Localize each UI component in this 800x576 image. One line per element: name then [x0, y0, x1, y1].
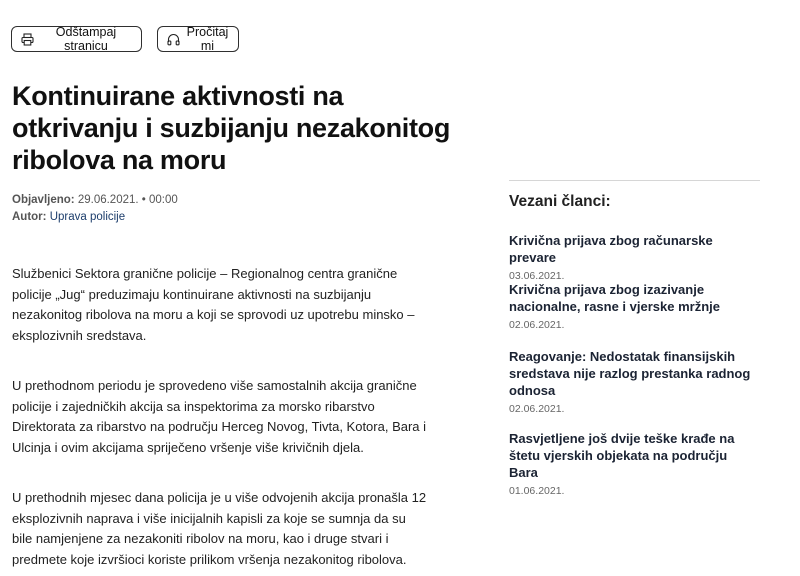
published-value: 29.06.2021. • 00:00	[77, 194, 178, 206]
related-article-date: 01.06.2021.	[509, 485, 565, 497]
related-article-item[interactable]	[509, 348, 759, 415]
author-meta	[12, 211, 125, 223]
related-article-item[interactable]	[509, 281, 759, 331]
published-label: Objavljeno:	[12, 194, 75, 206]
read-aloud-label: Pročitaj mi	[186, 25, 229, 53]
published-meta	[12, 194, 178, 206]
article-paragraph: U prethodnih mjesec dana policija je u više odvojenih akcija pronašla 12 eksplozivnih naprava i više inicijalnih kapisli za koje se sumnja da su bile namjenjene za nezakoniti ribolov na moru, kao i druge stvari i predmete koje izvršioci koriste prilikom vršenja nezakonitog ribolova.	[12, 490, 427, 567]
read-aloud-button[interactable]	[157, 26, 239, 52]
printer-icon	[21, 33, 34, 46]
related-article-item[interactable]	[509, 430, 759, 497]
related-article-title[interactable]: Reagovanje: Nedostatak finansijskih sredstava nije razlog prestanka radnog odnosa	[509, 349, 751, 398]
related-article-title[interactable]: Krivična prijava zbog računarske prevare	[509, 233, 713, 265]
related-article-date: 02.06.2021.	[509, 319, 565, 331]
related-article-item[interactable]	[509, 232, 759, 282]
sidebar-divider	[509, 180, 760, 181]
headphones-icon	[167, 33, 180, 46]
related-articles-heading: Vezani članci:	[509, 193, 611, 210]
related-article-date: 03.06.2021.	[509, 270, 565, 282]
page-title: Kontinuirane aktivnosti na otkrivanju i suzbijanju nezakonitog ribolova na moru	[12, 81, 451, 175]
related-article-title[interactable]: Rasvjetljene još dvije teške krađe na štetu vjerskih objekata na području Bara	[509, 431, 735, 480]
related-article-title[interactable]: Krivična prijava zbog izazivanje nacionalne, rasne i vjerske mržnje	[509, 282, 720, 314]
print-page-button[interactable]	[11, 26, 142, 52]
article-paragraph: U prethodnom periodu je sprovedeno više samostalnih akcija granične policije i zajedničkih akcija sa inspektorima za morsko ribarstvo Direktorata za ribarstvo na području Herceg Novog, Tivta, Kotora, Bara i Ulcinja i ovim akcijama spriječeno vršenje više krivičnih djela.	[12, 378, 427, 455]
author-link[interactable]: Uprava policije	[49, 211, 126, 223]
author-label: Autor:	[12, 211, 47, 223]
print-page-label: Odštampaj stranicu	[55, 25, 117, 53]
article-paragraph: Službenici Sektora granične policije – Regionalnog centra granične policije „Jug“ preduzimaju kontinuirane aktivnosti na suzbijanju nezakonitog ribolova na moru a koji se sprovodi uz upotrebu minsko – eksplozivnih sredstava.	[12, 266, 415, 343]
related-article-date: 02.06.2021.	[509, 403, 565, 415]
